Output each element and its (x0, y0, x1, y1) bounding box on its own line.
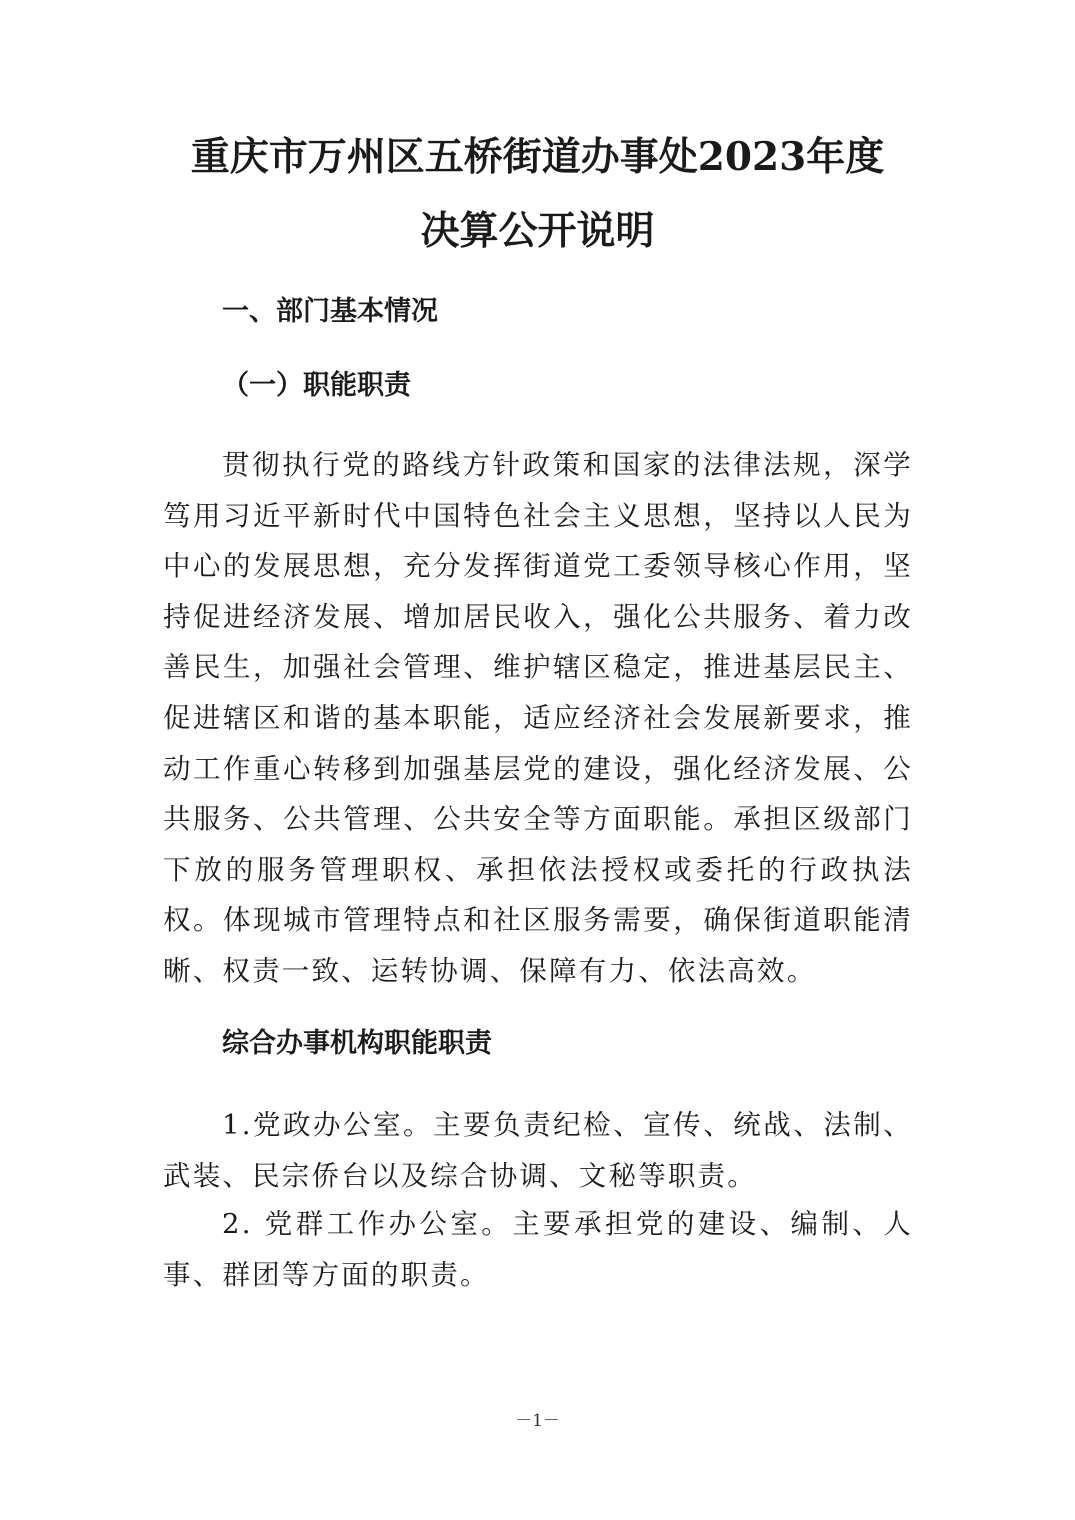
duties-paragraph: 贯彻执行党的路线方针政策和国家的法律法规，深学笃用习近平新时代中国特色社会主义思想，坚持以人民为中心的发展思想，充分发挥街道党工委领导核心作用，坚持促进经济发展、增加居民收入，强化公共服务、着力改善民生，加强社会管理、维护辖区稳定，推进基层民主、促进辖区和谐的基本职能，适应经济社会发展新要求，推动工作重心转移到加强基层党的建设，强化经济发展、公共服务、公共管理、公共安全等方面职能。承担区级部门下放的服务管理职权、承担依法授权或委托的行政执法权。体现城市管理特点和社区服务需要，确保街道职能清晰、权责一致、运转协调、保障有力、依法高效。 (163, 449, 913, 987)
list-item: 2. 党群工作办公室。主要承担党的建设、编制、人事、群团等方面的职责。 (163, 1208, 913, 1291)
document-title-line2: 决算公开说明 (420, 208, 655, 254)
document-title-line1: 重庆市万州区五桥街道办事处2023年度 (190, 134, 885, 180)
section-heading: 一、部门基本情况 (222, 296, 438, 327)
org-duties-heading: 综合办事机构职能职责 (222, 1028, 492, 1059)
list-item: 1.党政办公室。主要负责纪检、宣传、统战、法制、武装、民宗侨台以及综合协调、文秘等职责。 (163, 1109, 913, 1192)
subsection-heading: （一）职能职责 (222, 370, 411, 401)
page-number: －1－ (515, 1411, 560, 1431)
